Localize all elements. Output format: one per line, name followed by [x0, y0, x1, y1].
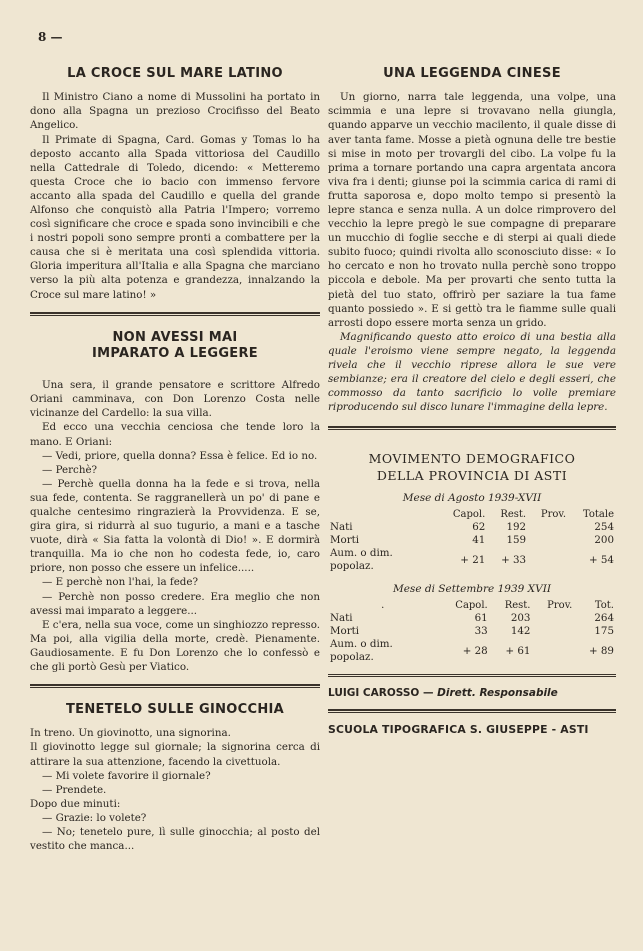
- stats-section: [328, 450, 616, 664]
- paragraph: Il Primate di Spagna, Card. Gomas y Tomas lo ha deposto accanto alla Spada vittoriosa del Caudillo nella Cattedrale di Toledo, dicendo: « Metteremo questa Croce che io bacio con immenso fervore accanto alla spada del Caudillo e quella del grande Alfonso che conquistò alla Patria l'Impero; vorremo così significare che croce e spada sono invincibili e che i nostri popoli sono sempre pronti a combattere per la causa che si è meritata una così splendida vittoria. Gloria imperitura all'Italia e alla Spagna che marciano verso la più alta potenza e grandezza, innalzando la Croce sul mare latino! »: [30, 133, 320, 301]
- column-header: Prov.: [547, 600, 573, 612]
- paragraph: Ed ecco una vecchia cenciosa che tende loro la mano. E Oriani:: [30, 421, 320, 448]
- article-leggenda: [328, 66, 616, 414]
- table-row: [328, 625, 616, 638]
- table-row: [328, 638, 616, 664]
- paragraph: — Mi volete favorire il giornale?: [42, 769, 211, 782]
- paragraph: — E perchè non l'hai, la fede?: [42, 576, 199, 589]
- column-header: Rest.: [504, 600, 531, 612]
- cell: 203: [510, 612, 531, 625]
- table-header-row: [328, 508, 616, 521]
- article-title: TENETELO SULLE GINOCCHIA: [65, 702, 285, 718]
- cell: 41: [472, 534, 486, 547]
- column-header: Rest.: [500, 509, 527, 521]
- stats-table-august: [328, 508, 616, 573]
- row-label: Aum. o dim. popolaz.: [330, 547, 393, 573]
- stats-table-september: [328, 599, 616, 664]
- divider: [328, 426, 616, 430]
- paragraph: — Perchè non posso credere. Era meglio che non avessi mai imparato a leggere...: [30, 590, 320, 617]
- cell: 254: [594, 521, 614, 534]
- cell: 192: [506, 521, 527, 534]
- paragraph: — Perchè quella donna ha la fede e si trova, nella sua fede, contenta. Se raggranellerà un po' di pane e qualche centesimo ringrazierà la Provvidenza. E se, gira gira, si ridurrà al suo tugurio, a mani e a tasche vuote, dirà « Sia fatta la volontà di Dio! ». E dormirà tranquilla. Ma io che non ho codesta fede, io, caro priore, non posso che essere un infelice.....: [30, 477, 320, 575]
- period-august: Mese di Agosto 1939-XVII: [402, 492, 542, 505]
- paragraph: Una sera, il grande pensatore e scrittore Alfredo Oriani camminava, con Don Lorenzo Costa nelle vicinanze del Cardello: la sua villa.: [30, 379, 320, 420]
- paragraph: — Prendete.: [42, 783, 107, 796]
- cell: + 89: [588, 644, 614, 657]
- paragraph: — No; tenetelo pure, lì sulle ginocchia; al posto del vestito che manca...: [30, 826, 320, 853]
- title-line: IMPARATO A LEGGERE: [92, 345, 258, 361]
- cell: + 28: [462, 644, 488, 657]
- column-header: Tot.: [594, 600, 614, 612]
- row-label: Morti: [330, 534, 360, 547]
- cell: 61: [474, 612, 488, 625]
- column-header: Prov.: [540, 509, 567, 521]
- paragraph: — Perchè?: [42, 463, 98, 476]
- right-column: [328, 60, 616, 736]
- row-label: Morti: [330, 625, 360, 638]
- title-line: NON AVESSI MAI: [112, 329, 238, 345]
- table-header-row: [328, 599, 616, 612]
- cell: 200: [594, 534, 614, 547]
- article-title: LA CROCE SUL MARE LATINO: [67, 66, 283, 81]
- article-la-croce: [30, 66, 320, 302]
- cell: + 21: [460, 553, 486, 566]
- credit-dash: —: [423, 687, 434, 700]
- left-column: [30, 60, 320, 853]
- column-header: Totale: [582, 509, 614, 521]
- paragraph: — Grazie: lo volete?: [42, 811, 147, 824]
- divider: [328, 674, 616, 677]
- paragraph: In treno. Un giovinotto, una signorina.: [30, 727, 231, 740]
- cell: 142: [510, 625, 531, 638]
- cell: 175: [594, 625, 614, 638]
- cell: + 54: [588, 553, 614, 566]
- paragraph: — Vedi, priore, quella donna? Essa è felice. Ed io no.: [42, 449, 318, 462]
- lead-mark: .: [381, 600, 385, 612]
- cell: + 33: [501, 553, 527, 566]
- cell: + 61: [505, 644, 531, 657]
- column-header: Capol.: [455, 600, 488, 612]
- editor-role: Dirett. Responsabile: [437, 687, 558, 700]
- table-row: [328, 534, 616, 547]
- table-row: [328, 547, 616, 573]
- table-row: [328, 612, 616, 625]
- column-header: Capol.: [452, 509, 486, 521]
- article-title: UNA LEGGENDA CINESE: [383, 66, 561, 81]
- divider: [30, 684, 320, 688]
- paragraph: Un giorno, narra tale leggenda, una volpe, una scimmia e una lepre si trovavano nella giungla, quando apparve un vecchio macilento, il quale disse di aver tanta fame. Mosse a pietà ognuna delle tre bestie si mise in moto per trovargli del cibo. La volpe fu la prima a tornare portando una capra argentata ancora viva fra i denti; giunse poi la scimmia carica di rami di frutta saporosa e, dopo molto tempo si presentò la lepre stanca e senza nulla. A un dolce rimprovero del vecchio la lepre pregò le sue compagne di preparare un mucchio di foglie secche e di sterpi ai quali diede subito fuoco; quindi rivolta allo sconosciuto disse: « Io ho cercato e non ho trovato nulla perchè sono troppo piccola e debole. Ma per provarti che sento tutta la pietà del tuo stato, offrirò per saziare la tua fame quanto possiedo ». E si gettò tra le fiamme sulle quali arrosti dopo essere morta senza un grido.: [328, 91, 616, 329]
- title-line: DELLA PROVINCIA DI ASTI: [376, 468, 568, 484]
- cell: 264: [594, 612, 614, 625]
- paragraph: Il Ministro Ciano a nome di Mussolini ha portato in dono alla Spagna un prezioso Crocifisso del Beato Angelico.: [30, 91, 320, 132]
- paragraph: Dopo due minuti:: [30, 797, 121, 810]
- article-tenetelo: [30, 702, 320, 853]
- article-title: [30, 330, 320, 363]
- cell: 62: [472, 521, 486, 534]
- table-row: [328, 521, 616, 534]
- cell: 159: [506, 534, 527, 547]
- article-non-avessi: [30, 330, 320, 674]
- period-september: Mese di Settembre 1939 XVII: [392, 583, 552, 596]
- row-label: Nati: [330, 612, 353, 625]
- row-label: Nati: [330, 521, 353, 534]
- paragraph-italic: Magnificando questo atto eroico di una bestia alla quale l'eroismo viene sempre negato, la leggenda rivela che il vecchio riprese allora le sue vere sembianze; era il creatore del cielo e degli esseri, che commosso da tanto sacrificio lo volle premiare riproducendo sul disco lunare l'immagine della lepre.: [328, 330, 616, 414]
- editor-credit: [328, 687, 616, 699]
- title-line: MOVIMENTO DEMOGRAFICO: [368, 451, 576, 467]
- divider: [328, 709, 616, 713]
- cell: 33: [474, 625, 488, 638]
- stats-title: [328, 450, 616, 484]
- paragraph: Il giovinotto legge sul giornale; la signorina cerca di attirare la sua attenzione, facendo la civettuola.: [30, 741, 320, 768]
- printer-imprint: SCUOLA TIPOGRAFICA S. GIUSEPPE - ASTI: [328, 723, 589, 737]
- divider: [30, 312, 320, 316]
- paragraph: E c'era, nella sua voce, come un singhiozzo represso. Ma poi, alla vigilia della morte, credè. Pienamente. Gaudiosamente. E fu Don Lorenzo che lo confessò e che gli portò Gesù per Viatico.: [30, 618, 320, 674]
- row-label: Aum. o dim. popolaz.: [330, 638, 393, 664]
- page-number: 8 —: [38, 30, 63, 44]
- editor-name: LUIGI CAROSSO: [328, 687, 420, 700]
